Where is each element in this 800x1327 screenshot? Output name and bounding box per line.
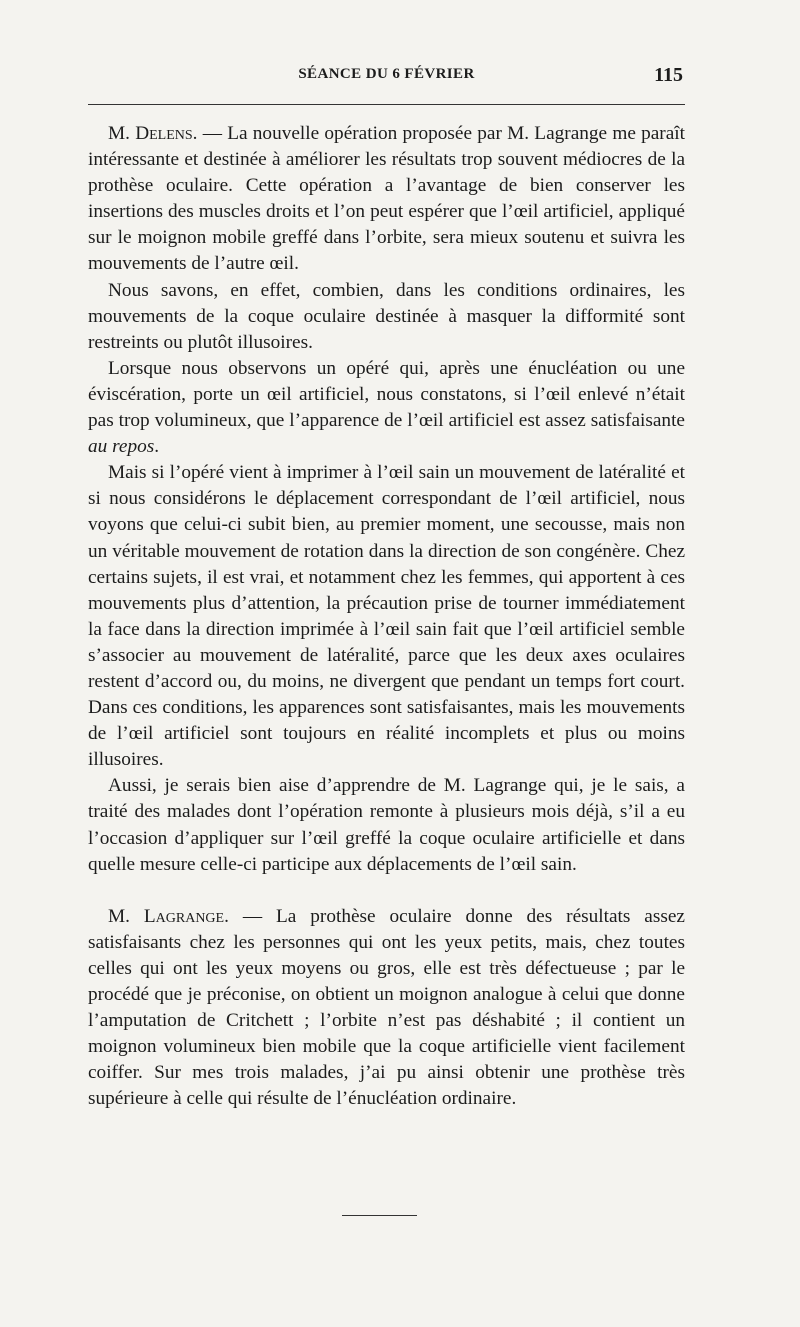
page-number: 115 bbox=[654, 64, 683, 86]
paragraph-text: . bbox=[154, 436, 160, 458]
paragraph-text: Lorsque nous observons un opéré qui, après une énucléation ou une éviscération, porte un œil artificiel, nous constatons, si l’œil enlevé n’était pas trop volumineux, que l’apparence de l’œil artificiel est assez satisfaisante bbox=[88, 357, 685, 432]
document-page bbox=[88, 0, 685, 1327]
paragraph-delens bbox=[88, 121, 685, 278]
speaker-lagrange: M. Lagrange. bbox=[108, 905, 229, 927]
italic-phrase: au repos bbox=[88, 436, 155, 458]
paragraph: Aussi, je serais bien aise d’apprendre de M. Lagrange qui, je le sais, a traité des malades dont l’opération remonte à plusieurs mois déjà, s’il a eu l’occasion d’appliquer sur l’œil greffé la coque oculaire artificielle et dans quelle mesure celle-ci participe aux déplacements de l’œil sain. bbox=[88, 775, 685, 875]
header-rule bbox=[88, 104, 685, 105]
paragraph: Nous savons, en effet, combien, dans les conditions ordinaires, les mouvements de la coque oculaire destinée à masquer la difformité sont restreints ou plutôt illusoires. bbox=[88, 279, 685, 353]
paragraph bbox=[88, 356, 685, 460]
paragraph-lagrange bbox=[88, 904, 685, 1113]
running-head: SÉANCE DU 6 FÉVRIER bbox=[298, 66, 475, 82]
end-rule bbox=[342, 1215, 417, 1216]
paragraph-text: — La prothèse oculaire donne des résultats assez satisfaisants chez les personnes qui ont les yeux petits, mais, chez toutes celles qui ont les yeux moyens ou gros, elle est très défectueuse ; par le procédé que je préconise, on obtient un moignon analogue à celui que donne l’amputation de Critchett ; l’orbite n’est pas déshabité ; il contient un moignon volumineux bien mobile que la coque artificielle vient facilement coiffer. Sur mes trois malades, j’ai pu ainsi obtenir une prothèse très supérieure à celle qui résulte de l’énucléation ordinaire. bbox=[88, 905, 685, 1110]
article-body bbox=[88, 121, 685, 1112]
paragraph-text: — La nouvelle opération proposée par M. Lagrange me paraît intéressante et destinée à améliorer les résultats trop souvent médiocres de la prothèse oculaire. Cette opération a l’avantage de bien conserver les insertions des muscles droits et l’on peut espérer que l’œil artificiel, appliqué sur le moignon mobile greffé dans l’orbite, sera mieux soutenu et suivra les mouvements de l’autre œil. bbox=[88, 123, 686, 275]
page-header bbox=[88, 64, 685, 92]
paragraph: Mais si l’opéré vient à imprimer à l’œil sain un mouvement de latéralité et si nous considérons le déplacement correspondant de l’œil artificiel, nous voyons que celui-ci subit bien, au premier moment, une secousse, mais non un véritable mouvement de rotation dans la direction de son congénère. Chez certains sujets, il est vrai, et notamment chez les femmes, qui apportent à ces mouvements plus d’attention, la précaution prise de tourner immédiatement la face dans la direction imprimée à l’œil sain fait que l’œil artificiel semble s’associer au mouvement de latéralité, parce que les deux axes oculaires restent d’accord ou, du moins, ne divergent que pendant un temps fort court. Dans ces conditions, les apparences sont satisfaisantes, mais les mouvements de l’œil artificiel sont toujours en réalité incomplets et plus ou moins illusoires. bbox=[88, 462, 685, 771]
speaker-delens: M. Delens. bbox=[108, 123, 198, 144]
